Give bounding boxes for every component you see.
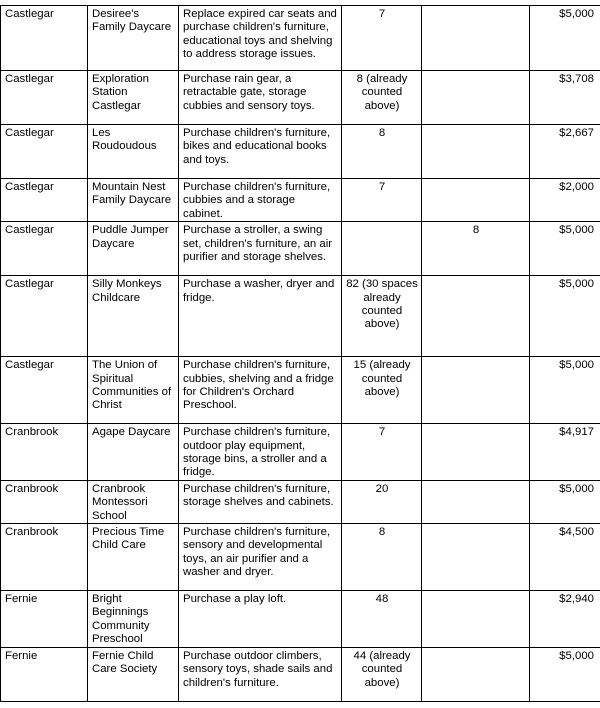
table-row <box>1 179 600 222</box>
cell-location: Castlegar <box>1 6 88 71</box>
cell-description: Purchase a stroller, a swing set, children's furniture, an air purifier and storage shelves. <box>179 222 342 276</box>
cell-facility: Les Roudoudous <box>88 125 179 179</box>
table-row <box>1 480 600 523</box>
cell-description: Purchase rain gear, a retractable gate, storage cubbies and sensory toys. <box>179 71 342 125</box>
cell-other-spaces <box>422 179 530 222</box>
cell-amount: $3,708 <box>530 71 600 125</box>
cell-amount: $5,000 <box>530 276 600 357</box>
cell-facility: Desiree's Family Daycare <box>88 6 179 71</box>
cell-amount: $4,500 <box>530 524 600 591</box>
cell-description: Purchase children's furniture, cubbies and a storage cabinet. <box>179 179 342 222</box>
table-row <box>1 647 600 701</box>
cell-other-spaces <box>422 647 530 701</box>
cell-description: Purchase children's furniture, sensory and developmental toys, an air purifier and a washer and dryer. <box>179 524 342 591</box>
cell-new-spaces: 7 <box>342 179 422 222</box>
cell-location: Cranbrook <box>1 424 88 481</box>
cell-other-spaces: 8 <box>422 222 530 276</box>
cell-new-spaces: 7 <box>342 424 422 481</box>
cell-facility: Precious Time Child Care <box>88 524 179 591</box>
cell-description: Purchase a washer, dryer and fridge. <box>179 276 342 357</box>
cell-location: Fernie <box>1 647 88 701</box>
cell-facility: Agape Daycare <box>88 424 179 481</box>
table-row <box>1 524 600 591</box>
cell-location: Castlegar <box>1 222 88 276</box>
cell-location: Fernie <box>1 591 88 648</box>
cell-facility: Bright Beginnings Community Preschool <box>88 591 179 648</box>
cell-amount: $5,000 <box>530 647 600 701</box>
cell-amount: $4,917 <box>530 424 600 481</box>
cell-new-spaces: 44 (already counted above) <box>342 647 422 701</box>
cell-new-spaces: 7 <box>342 6 422 71</box>
cell-facility: Fernie Child Care Society <box>88 647 179 701</box>
cell-other-spaces <box>422 524 530 591</box>
cell-facility: Mountain Nest Family Daycare <box>88 179 179 222</box>
cell-location: Castlegar <box>1 179 88 222</box>
cell-description: Purchase outdoor climbers, sensory toys, shade sails and children's furniture. <box>179 647 342 701</box>
cell-facility: Silly Monkeys Childcare <box>88 276 179 357</box>
table-row <box>1 591 600 648</box>
cell-new-spaces: 82 (30 spaces already counted above) <box>342 276 422 357</box>
table-row <box>1 125 600 179</box>
cell-other-spaces <box>422 424 530 481</box>
cell-location: Castlegar <box>1 125 88 179</box>
cell-facility: The Union of Spiritual Communities of Christ <box>88 357 179 424</box>
table-row <box>1 424 600 481</box>
cell-description: Purchase children's furniture, outdoor play equipment, storage bins, a stroller and a fridge. <box>179 424 342 481</box>
cell-new-spaces: 48 <box>342 591 422 648</box>
cell-new-spaces: 8 <box>342 524 422 591</box>
cell-amount: $5,000 <box>530 6 600 71</box>
cell-amount: $2,940 <box>530 591 600 648</box>
cell-description: Replace expired car seats and purchase children's furniture, educational toys and shelving to address storage issues. <box>179 6 342 71</box>
cell-amount: $2,667 <box>530 125 600 179</box>
table-row <box>1 357 600 424</box>
cell-location: Castlegar <box>1 357 88 424</box>
cell-location: Cranbrook <box>1 480 88 523</box>
cell-amount: $5,000 <box>530 222 600 276</box>
table-row <box>1 222 600 276</box>
cell-facility: Exploration Station Castlegar <box>88 71 179 125</box>
cell-new-spaces: 8 <box>342 125 422 179</box>
cell-description: Purchase children's furniture, storage shelves and cabinets. <box>179 480 342 523</box>
cell-other-spaces <box>422 125 530 179</box>
cell-new-spaces: 20 <box>342 480 422 523</box>
cell-location: Castlegar <box>1 71 88 125</box>
cell-other-spaces <box>422 480 530 523</box>
table-row <box>1 71 600 125</box>
cell-location: Cranbrook <box>1 524 88 591</box>
cell-amount: $5,000 <box>530 357 600 424</box>
cell-new-spaces: 15 (already counted above) <box>342 357 422 424</box>
cell-facility: Puddle Jumper Daycare <box>88 222 179 276</box>
cell-description: Purchase children's furniture, bikes and educational books and toys. <box>179 125 342 179</box>
cell-description: Purchase a play loft. <box>179 591 342 648</box>
cell-amount: $5,000 <box>530 480 600 523</box>
grants-table <box>0 5 600 702</box>
cell-other-spaces <box>422 71 530 125</box>
table-row <box>1 6 600 71</box>
cell-other-spaces <box>422 6 530 71</box>
cell-new-spaces: 8 (already counted above) <box>342 71 422 125</box>
cell-other-spaces <box>422 357 530 424</box>
cell-other-spaces <box>422 591 530 648</box>
cell-other-spaces <box>422 276 530 357</box>
cell-amount: $2,000 <box>530 179 600 222</box>
table-row <box>1 276 600 357</box>
cell-new-spaces <box>342 222 422 276</box>
cell-description: Purchase children's furniture, cubbies, shelving and a fridge for Children's Orchard Preschool. <box>179 357 342 424</box>
cell-location: Castlegar <box>1 276 88 357</box>
cell-facility: Cranbrook Montessori School <box>88 480 179 523</box>
